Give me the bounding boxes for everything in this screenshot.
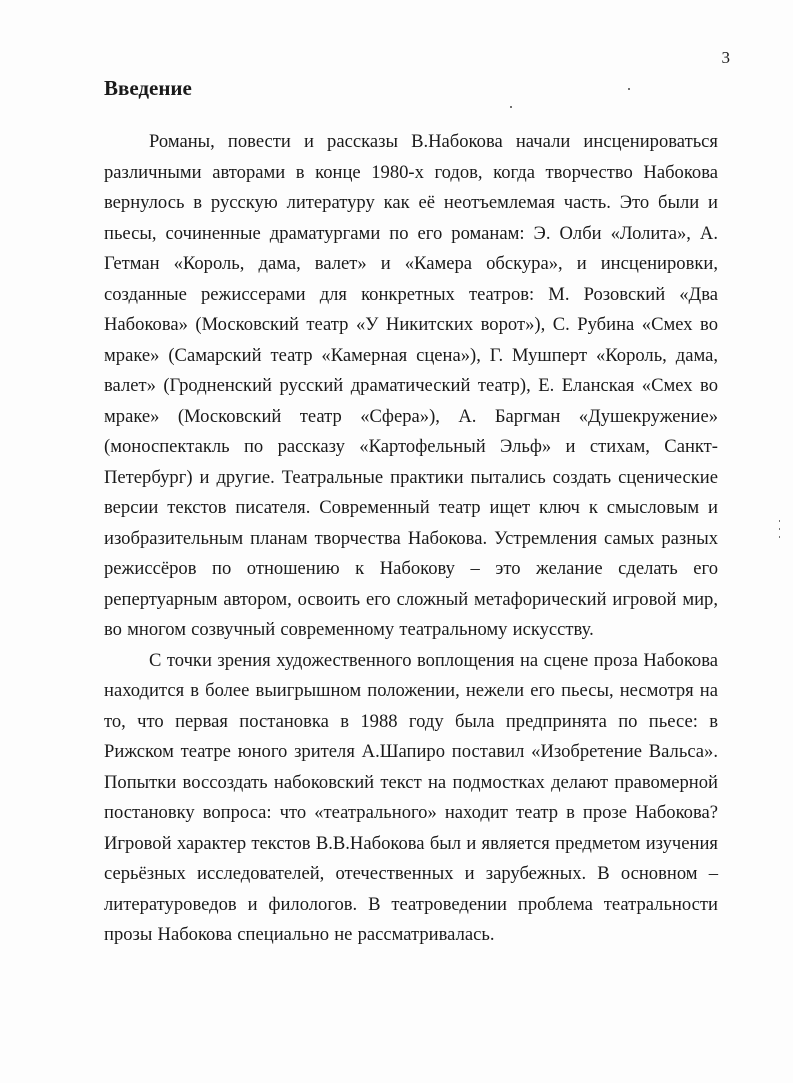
paragraph: С точки зрения художественного воплощения на сцене проза Набокова находится в более выигрышном положении, нежели его пьесы, несмотря на то, что первая постановка в 1988 году была предпринята по пьесе: в Рижском театре юного зрителя А.Шапиро поставил «Изобретение Вальса». Попытки воссоздать набоковский текст на подмостках делают правомерной постановку вопроса: что «театрального» находит театр в прозе Набокова? Игровой характер текстов В.В.Набокова был и является предметом изучения серьёзных исследователей, отечественных и зарубежных. В основном – литературоведов и филологов. В театроведении проблема театральности прозы Набокова специально не рассматривалась.	[104, 649, 718, 945]
scan-speck	[779, 520, 780, 522]
scan-speck	[779, 536, 780, 538]
section-heading: Введение	[104, 76, 192, 100]
scan-speck	[628, 88, 630, 90]
body-text	[104, 127, 718, 951]
scan-speck	[779, 528, 780, 530]
page-number: 3	[721, 48, 730, 67]
paragraph: Романы, повести и рассказы В.Набокова начали инсценироваться различными авторами в конце 1980-х годов, когда творчество Набокова вернулось в русскую литературу как её неотъемлемая часть. Это были и пьесы, сочиненные драматургами по его романам: Э. Олби «Лолита», А. Гетман «Король, дама, валет» и «Камера обскура», и инсценировки, созданные режиссерами для конкретных театров: М. Розовский «Два Набокова» (Московский театр «У Никитских ворот»), С. Рубина «Смех во мраке» (Самарский театр «Камерная сцена»), Г. Мушперт «Король, дама, валет» (Гродненский русский драматический театр), Е. Еланская «Смех во мраке» (Московский театр «Сфера»), А. Баргман «Душекружение» (моноспектакль по рассказу «Картофельный Эльф» и стихам, Санкт-Петербург) и другие. Театральные практики пытались создать сценические версии текстов писателя. Современный театр ищет ключ к смысловым и изобразительным планам творчества Набокова. Устремления самых разных режиссёров по отношению к Набокову – это желание сделать его репертуарным автором, освоить его сложный метафорический игровой мир, во многом созвучный современному театральному искусству.	[104, 131, 718, 640]
scan-speck	[510, 106, 512, 108]
